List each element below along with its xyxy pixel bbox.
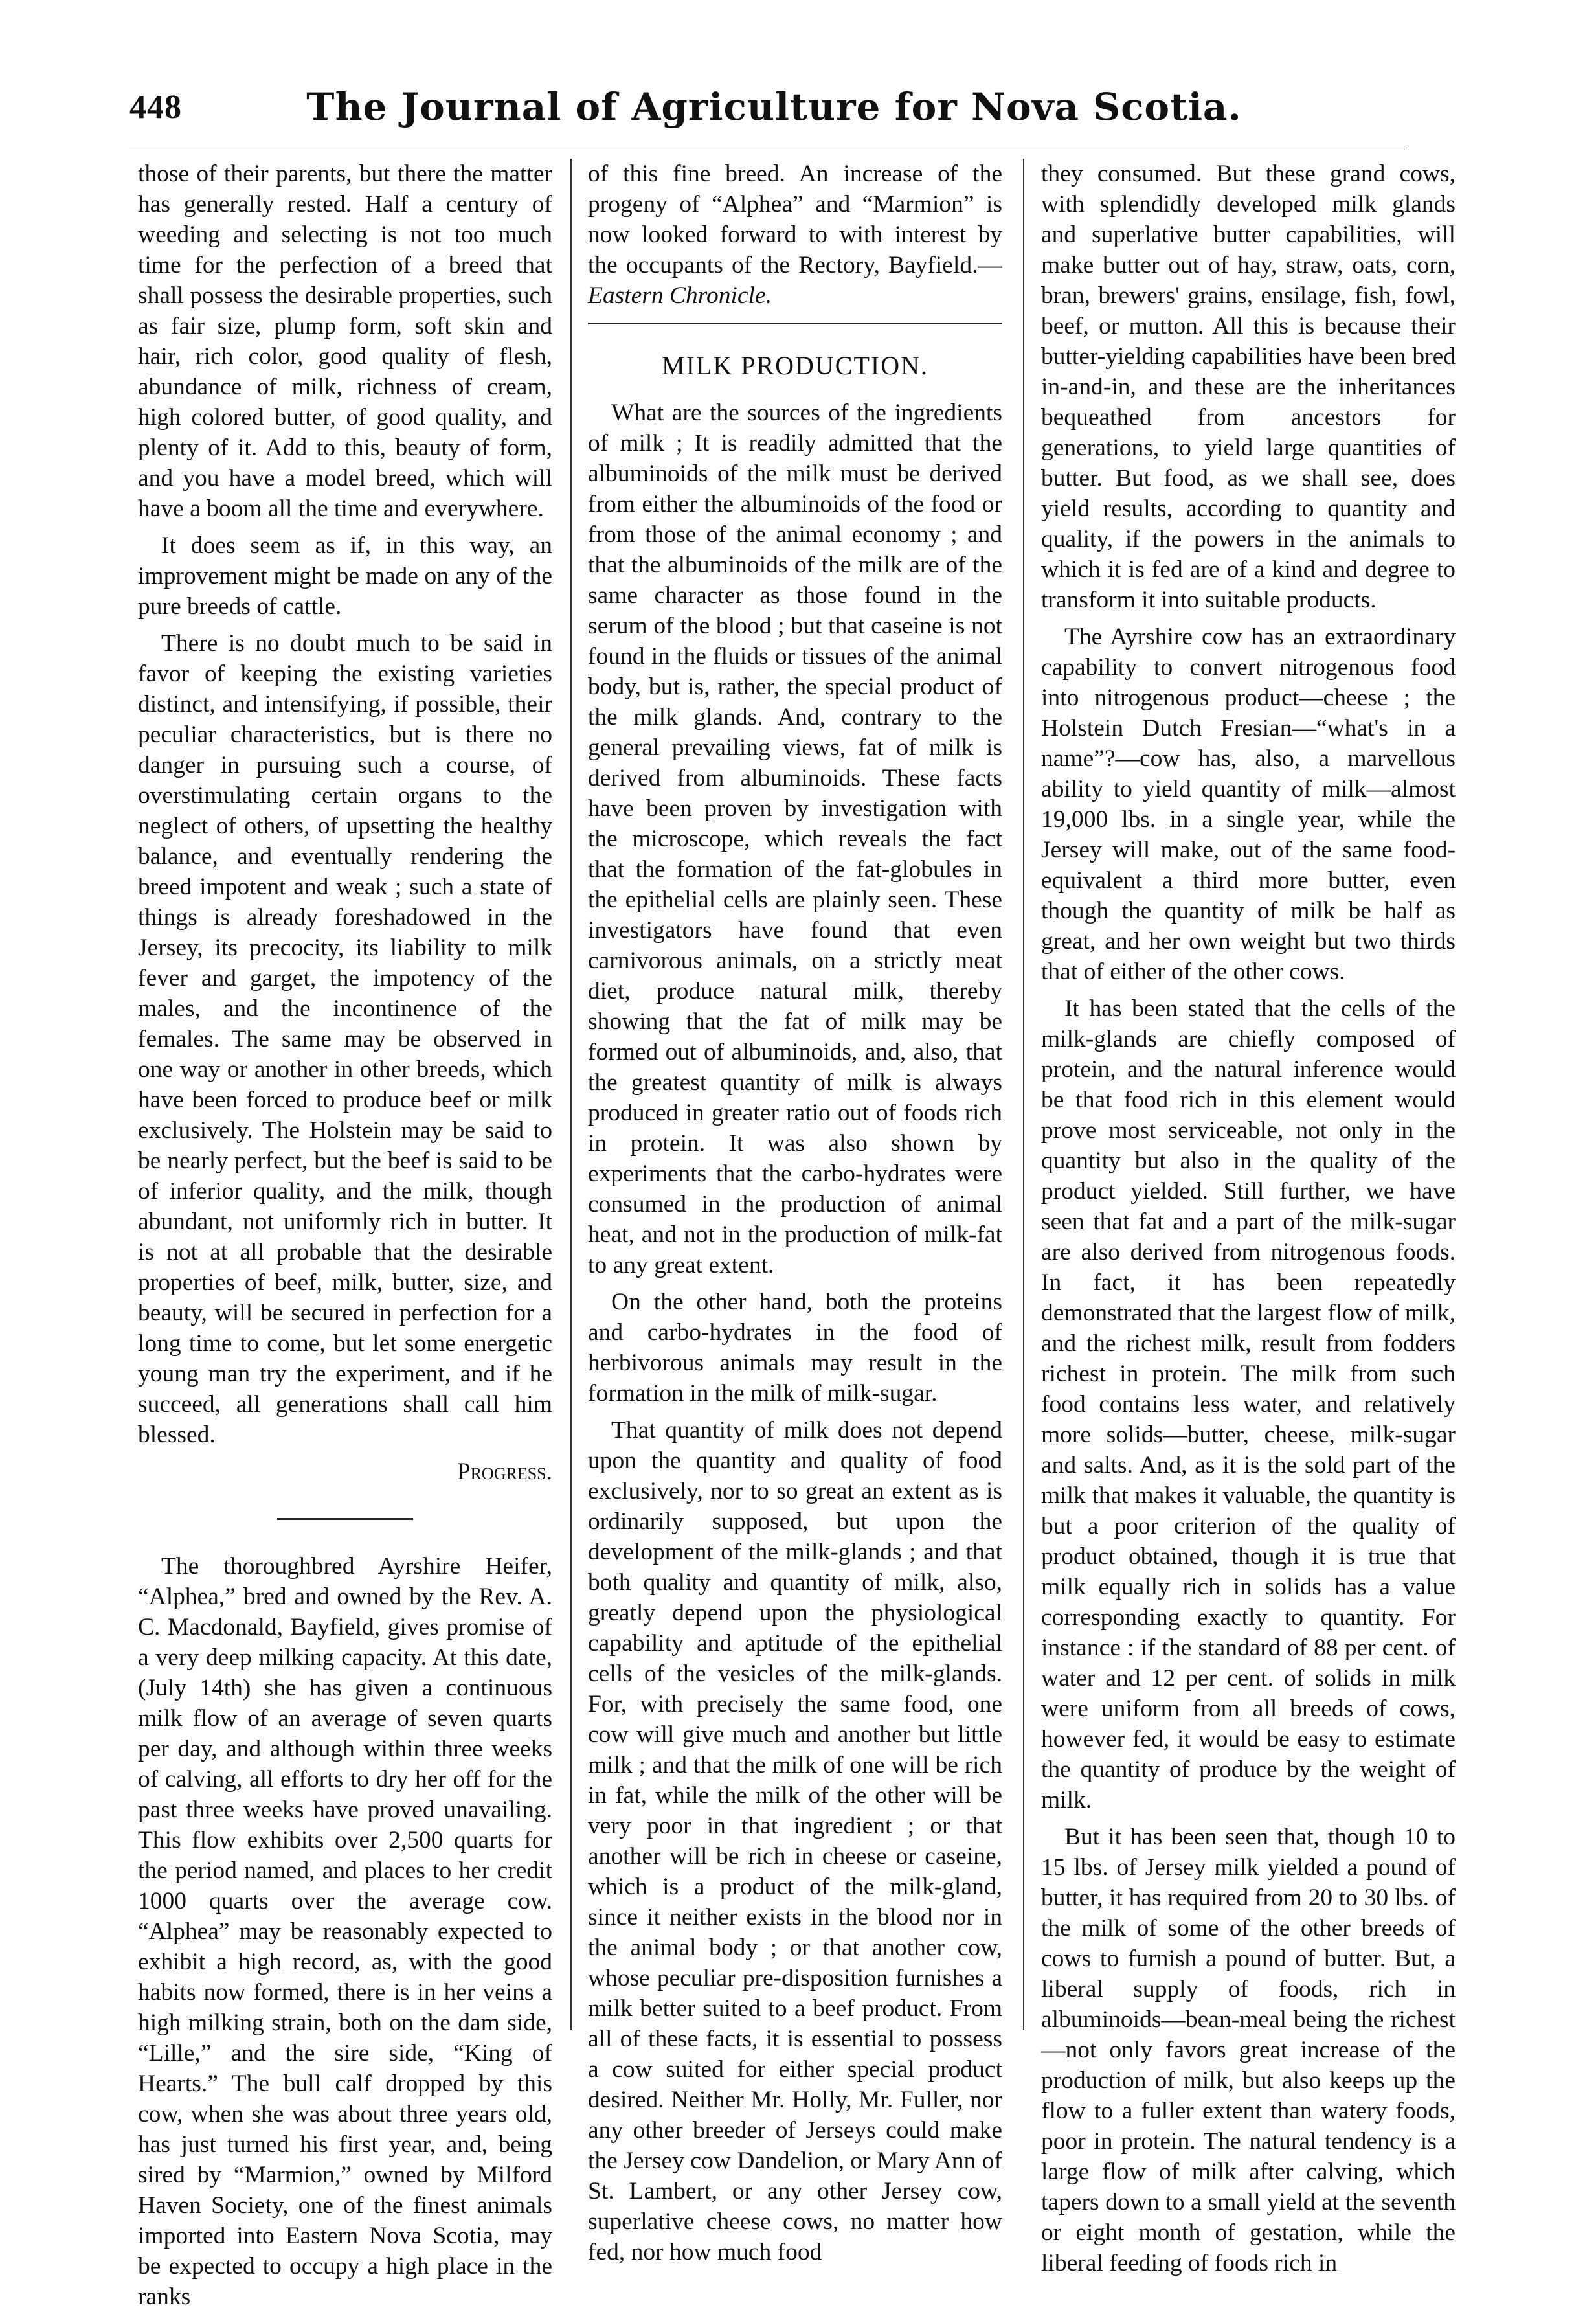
section-divider: [588, 323, 1002, 324]
column-divider: [1023, 159, 1024, 2030]
paragraph: On the other hand, both the proteins and carbo-hydrates in the food of herbivorous animals may result in the formation in the milk of milk-sugar.: [588, 1289, 1002, 1407]
paragraph: It does seem as if, in this way, an improvement might be made on any of the pure breeds of cattle.: [138, 532, 552, 620]
source-credit: Eastern Chronicle.: [588, 282, 772, 309]
paragraph-text: of this fine breed. An increase of the progeny of “Alphea” and “Marmion” is now looked forward to with interest by the occupants of the Rectory, Bayfield.—: [588, 161, 1002, 278]
column-2: [588, 159, 1002, 2265]
paragraph: That quantity of milk does not depend upon the quantity and quality of food exclusively, nor to so great an extent as is ordinarily supposed, but upon the development of the milk-glands ; and that both quality and quantity of milk, also, greatly depend upon the physiological capability and aptitude of the epithelial cells of the vesicles of the milk-glands. For, with precisely the same food, one cow will give much and another but little milk ; and that the milk of one will be rich in fat, while the milk of the other will be very poor in that ingredient ; or that another will be rich in cheese or caseine, which is a product of the milk-gland, since it neither exists in the blood nor in the animal body ; or that another cow, whose peculiar pre-disposition furnishes a milk better suited to a beef product. From all of these facts, it is essential to possess a cow suited for either special product desired. Neither Mr. Holly, Mr. Fuller, nor any other breeder of Jerseys could make the Jersey cow Dandelion, or Mary Ann of St. Lambert, or any other Jersey cow, superlative cheese cows, no matter how fed, nor how much food: [588, 1417, 1002, 2265]
paragraph: The thoroughbred Ayrshire Heifer, “Alphea,” bred and owned by the Rev. A. C. Macdonald, Bayfield, gives promise of a very deep milking capacity. At this date, (July 14th) she has given a continuous milk flow of an average of seven quarts per day, and although within three weeks of calving, all efforts to dry her off for the past three weeks have proved unavailing. This flow exhibits over 2,500 quarts for the period named, and places to her credit 1000 quarts over the average cow. “Alphea” may be reasonably expected to exhibit a high record, as, with the good habits now formed, there is in her veins a high milking strain, both on the dam side, “Lille,” and the sire side, “King of Hearts.” The bull calf dropped by this cow, when she was about three years old, has just turned his first year, and, being sired by “Marmion,” owned by Milford Haven Society, one of the finest animals imported into Eastern Nova Scotia, may be expected to occupy a high place in the ranks: [138, 1553, 552, 2310]
column-1: [138, 159, 552, 2310]
paragraph: those of their parents, but there the matter has generally rested. Half a century of weeding and selecting is not too much time for the perfection of a breed that shall possess the desirable properties, such as fair size, plump form, soft skin and hair, rich color, good quality of flesh, abundance of milk, richness of cream, high colored butter, of good quality, and plenty of it. Add to this, beauty of form, and you have a model breed, which will have a boom all the time and everywhere.: [138, 161, 552, 522]
page-header: [129, 78, 1405, 136]
section-divider: [277, 1518, 413, 1520]
paragraph: What are the sources of the ingredients of milk ; It is readily admitted that the albuminoids of the milk must be derived from either the albuminoids of the food or from those of the animal economy ; and that the albuminoids of the milk are of the same character as those found in the serum of the blood ; but that caseine is not found in the fluids or tissues of the animal body, but is, rather, the special product of the milk glands. And, contrary to the general prevailing views, fat of milk is derived from albuminoids. These facts have been proven by investigation with the microscope, which reveals the fact that the formation of the fat-globules in the epithelial cells are plainly seen. These investigators have found that even carnivorous animals, on a strictly meat diet, produce natural milk, thereby showing that the fat of milk may be formed out of albuminoids, and, also, that the greatest quantity of milk is always produced in greater ratio out of foods rich in protein. It was also shown by experiments that the carbo-hydrates were consumed in the production of animal heat, and not in the production of milk-fat to any great extent.: [588, 400, 1002, 1278]
header-rule: [129, 148, 1405, 150]
section-heading: MILK PRODUCTION.: [662, 351, 928, 380]
paragraph: It has been stated that the cells of the milk-glands are chiefly composed of protein, and the natural inference would be that food rich in this element would prove most serviceable, not only in the quantity but also in the quality of the product yielded. Still further, we have seen that fat and a part of the milk-sugar are also derived from nitrogenous foods. In fact, it has been repeatedly demonstrated that the largest flow of milk, and the richest milk, result from fodders richest in protein. The milk from such food contains less water, and relatively more solids—butter, cheese, milk-sugar and salts. And, as it is the sold part of the milk that makes it valuable, the quantity is but a poor criterion of the quality of product obtained, though it is true that milk equally rich in solids has a value corresponding exactly to quantity. For instance : if the standard of 88 per cent. of water and 12 per cent. of solids in milk were uniform from all breeds of cows, however fed, it would be easy to estimate the quantity of produce by the weight of milk.: [1041, 995, 1456, 1813]
paragraph: The Ayrshire cow has an extraordinary capability to convert nitrogenous food into nitrogenous product—cheese ; the Holstein Dutch Fresian—“what's in a name”?—cow has, also, a marvellous ability to yield quantity of milk—almost 19,000 lbs. in a single year, while the Jersey will make, out of the same food-equivalent a third more butter, even though the quantity of milk be half as great, and her own weight but two thirds that of either of the other cows.: [1041, 624, 1456, 985]
column-divider: [570, 159, 572, 2030]
paragraph: There is no doubt much to be said in favor of keeping the existing varieties distinct, and intensifying, if possible, their peculiar characteristics, but is there no danger in pursuing such a course, of overstimulating certain organs to the neglect of others, of upsetting the healthy balance, and eventually rendering the breed impotent and weak ; such a state of things is already foreshadowed in the Jersey, its precocity, its liability to milk fever and garget, the impotency of the males, and the incontinence of the females. The same may be observed in one way or another in other breeds, which have been forced to produce beef or milk exclusively. The Holstein may be said to be nearly perfect, but the beef is said to be of inferior quality, and the milk, though abundant, not uniformly rich in butter. It is not at all probable that the desirable properties of beef, milk, butter, size, and beauty, will be secured in perfection for a long time to come, but let some energetic young man try the experiment, and if he succeed, all generations shall call him blessed.: [138, 630, 552, 1448]
page-number: 448: [129, 88, 182, 126]
running-title: The Journal of Agriculture for Nova Scotia.: [306, 85, 1242, 129]
paragraph: But it has been seen that, though 10 to 15 lbs. of Jersey milk yielded a pound of butter, it has required from 20 to 30 lbs. of the milk of some of the other breeds of cows to furnish a pound of butter. But, a liberal supply of foods, rich in albuminoids—bean-meal being the richest—not only favors great increase of the production of milk, but also keeps up the flow to a fuller extent than watery foods, poor in protein. The natural tendency is a large flow of milk after calving, which tapers down to a small yield at the seventh or eight month of gestation, while the liberal feeding of foods rich in: [1041, 1824, 1456, 2276]
article-signature: Progress.: [456, 1458, 552, 1485]
column-3: [1041, 159, 1456, 2276]
paragraph: they consumed. But these grand cows, with splendidly developed milk glands and superlative butter capabilities, will make butter out of hay, straw, oats, corn, bran, brewers' grains, ensilage, fish, fowl, beef, or mutton. All this is because their butter-yielding capabilities have been bred in-and-in, and these are the inheritances bequeathed from ancestors for generations, to yield large quantities of butter. But food, as we shall see, does yield results, according to quantity and quality, if the powers in the animals to which it is fed are of a kind and degree to transform it into suitable products.: [1041, 161, 1456, 613]
paragraph: [588, 159, 1002, 311]
